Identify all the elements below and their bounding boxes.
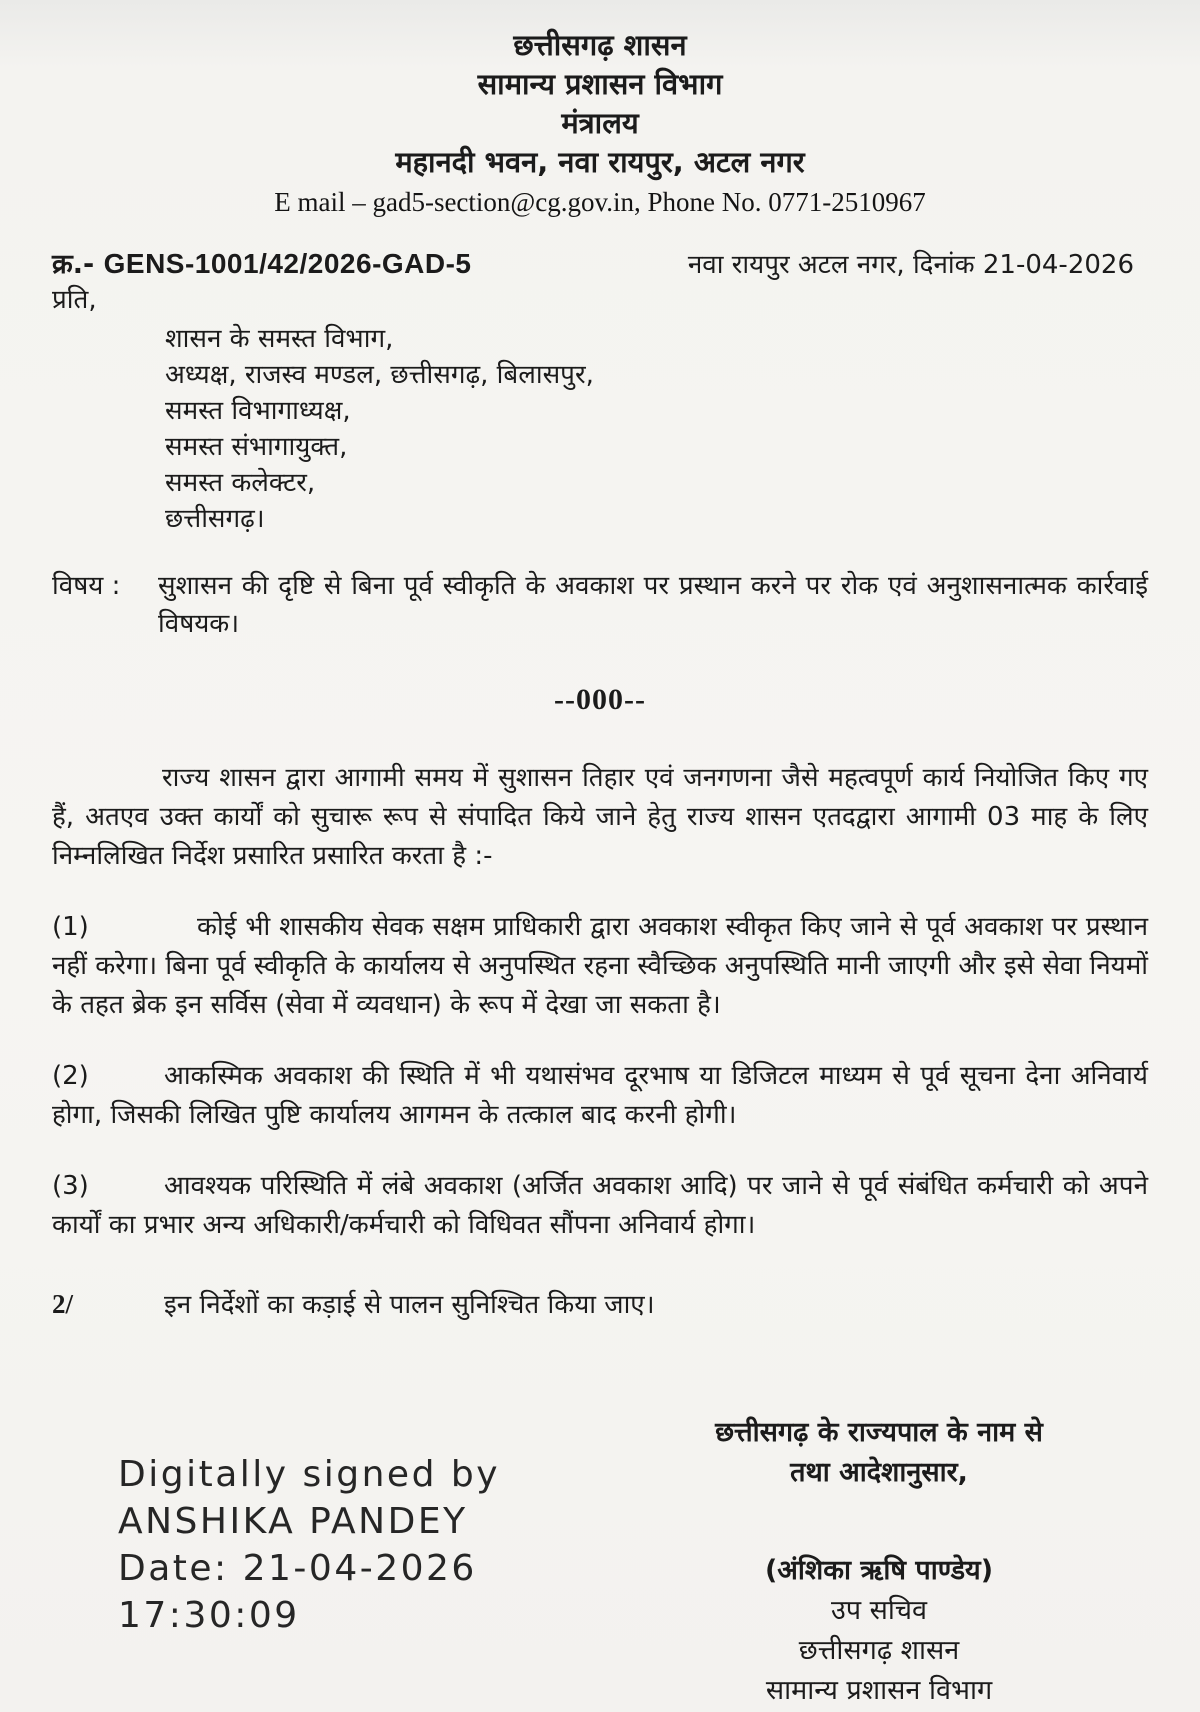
directive-number: (2) bbox=[52, 1061, 89, 1091]
section-separator: --000-- bbox=[554, 683, 646, 716]
recipient-item: छत्तीसगढ़। bbox=[165, 504, 265, 534]
reference-number-label: क्र.- bbox=[52, 249, 104, 280]
salutation: प्रति, bbox=[52, 285, 97, 315]
reference-number-value: GENS-1001/42/2026-GAD-5 bbox=[103, 248, 472, 279]
place-and-date: नवा रायपुर अटल नगर, दिनांक 21-04-2026 bbox=[687, 250, 1134, 280]
directive-text: कोई भी शासकीय सेवक सक्षम प्राधिकारी द्वारा अवकाश स्वीकृत किए जाने से पूर्व अवकाश पर प्रस्थान नहीं करेगा। बिना पूर्व स्वीकृति के कार्यालय से अनुपस्थित रहना स्वैच्छिक अनुपस्थिति मानी जाएगी और इसे सेवा नियमों के तहत ब्रेक इन सर्विस (सेवा में व्यवधान) के रूप में देखा जा सकता है। bbox=[52, 912, 1148, 1020]
signatory-name: (अंशिका ऋषि पाण्डेय) bbox=[764, 1555, 994, 1586]
authority-line: छत्तीसगढ़ के राज्यपाल के नाम से bbox=[715, 1417, 1043, 1448]
closing-text: इन निर्देशों का कड़ाई से पालन सुनिश्चित किया जाए। bbox=[164, 1290, 655, 1320]
digital-signature-date: Date: 21-04-2026 bbox=[118, 1548, 477, 1589]
department-name: सामान्य प्रशासन विभाग bbox=[477, 67, 723, 101]
address-line: महानदी भवन, नवा रायपुर, अटल नगर bbox=[395, 145, 805, 179]
digital-signature-line: Digitally signed by bbox=[118, 1454, 501, 1495]
directive-number: (3) bbox=[52, 1171, 89, 1201]
subject-row bbox=[52, 567, 1148, 643]
digital-signature-name: ANSHIKA PANDEY bbox=[118, 1501, 468, 1542]
reference-number bbox=[52, 244, 472, 281]
authority-signature-block bbox=[644, 1413, 1114, 1711]
directive-3 bbox=[52, 1167, 1148, 1245]
signatory-designation: उप सचिव bbox=[830, 1595, 928, 1626]
reference-row bbox=[52, 244, 1148, 281]
letterhead bbox=[52, 26, 1148, 222]
subject-label: विषय : bbox=[52, 571, 121, 601]
closing-instruction bbox=[52, 1285, 1148, 1325]
subject-text: सुशासन की दृष्टि से बिना पूर्व स्वीकृति के अवकाश पर प्रस्थान करने पर रोक एवं अनुशासनात्मक कार्रवाई विषयक। bbox=[158, 571, 1148, 639]
digital-signature-stamp bbox=[118, 1451, 500, 1711]
signature-section bbox=[52, 1413, 1148, 1711]
digital-signature-time: 17:30:09 bbox=[118, 1595, 300, 1636]
intro-paragraph: राज्य शासन द्वारा आगामी समय में सुशासन तिहार एवं जनगणना जैसे महत्वपूर्ण कार्य नियोजित किए गए हैं, अतएव उक्त कार्यों को सुचारू रूप से संपादित किये जाने हेतु राज्य शासन एतदद्वारा आगामी 03 माह के लिए निम्नलिखित निर्देश प्रसारित प्रसारित करता है :- bbox=[52, 763, 1148, 871]
ministry-name: मंत्रालय bbox=[561, 106, 639, 140]
directive-number: (1) bbox=[52, 912, 89, 942]
recipient-item: समस्त विभागाध्यक्ष, bbox=[165, 396, 351, 426]
recipient-item: अध्यक्ष, राजस्व मण्डल, छत्तीसगढ़, बिलासपुर, bbox=[165, 360, 594, 390]
signatory-department: सामान्य प्रशासन विभाग bbox=[765, 1675, 993, 1706]
closing-number: 2/ bbox=[52, 1289, 74, 1319]
authority-line: तथा आदेशानुसार, bbox=[790, 1457, 968, 1488]
signatory-org: छत्तीसगढ़ शासन bbox=[798, 1635, 960, 1666]
government-name: छत्तीसगढ़ शासन bbox=[513, 28, 687, 62]
directive-text: आकस्मिक अवकाश की स्थिति में भी यथासंभव दूरभाष या डिजिटल माध्यम से पूर्व सूचना देना अनिवार्य होगा, जिसकी लिखित पुष्टि कार्यालय आगमन के तत्काल बाद करनी होगी। bbox=[52, 1061, 1148, 1130]
recipient-item: समस्त संभागायुक्त, bbox=[165, 432, 348, 462]
directive-text: आवश्यक परिस्थिति में लंबे अवकाश (अर्जित अवकाश आदि) पर जाने से पूर्व संबंधित कर्मचारी को अपने कार्यों का प्रभार अन्य अधिकारी/कर्मचारी को विधिवत सौंपना अनिवार्य होगा। bbox=[52, 1171, 1148, 1240]
directive-1 bbox=[52, 908, 1148, 1025]
contact-line: E mail – gad5-section@cg.gov.in, Phone No. 0771-2510967 bbox=[274, 187, 926, 217]
directive-2 bbox=[52, 1057, 1148, 1135]
recipient-list bbox=[165, 321, 1148, 537]
recipient-item: शासन के समस्त विभाग, bbox=[165, 324, 394, 354]
recipient-item: समस्त कलेक्टर, bbox=[165, 468, 316, 498]
